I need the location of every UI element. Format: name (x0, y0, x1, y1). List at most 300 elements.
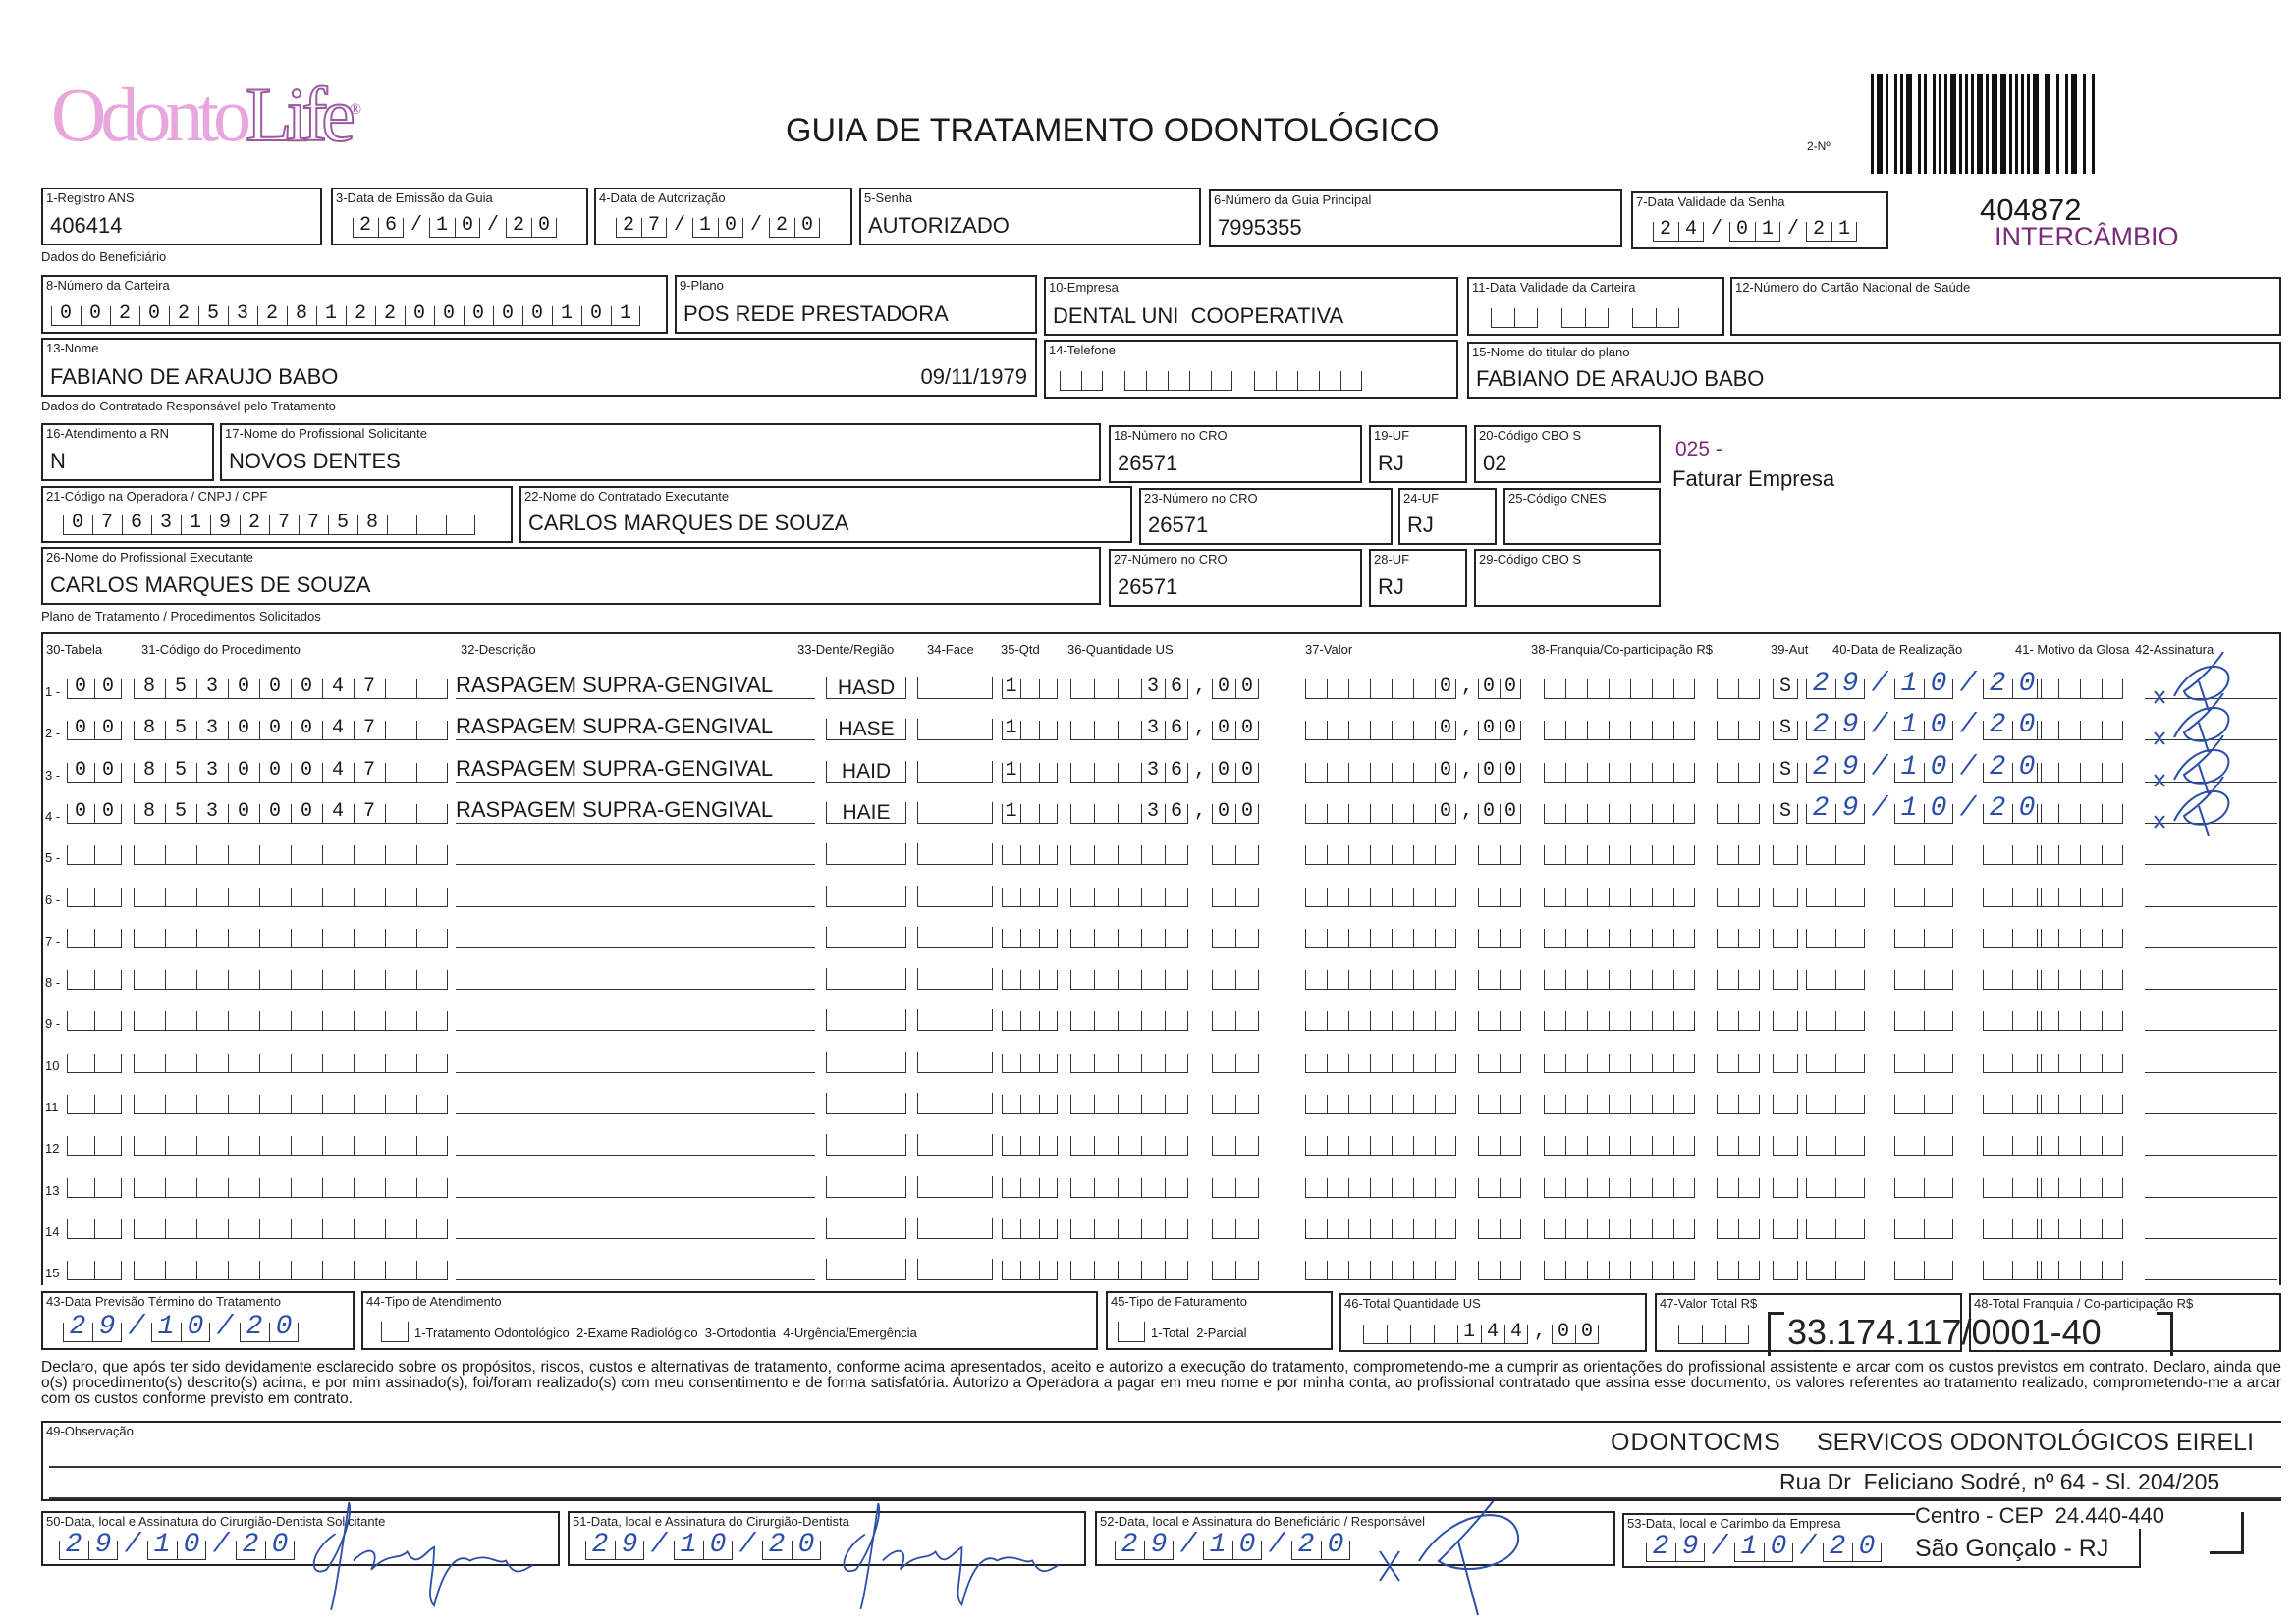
descricao-field[interactable] (456, 1129, 815, 1156)
dente-field[interactable]: HASD (826, 677, 906, 699)
codigo-boxes[interactable] (134, 757, 448, 783)
char-cell (1678, 1325, 1702, 1344)
descricao-field[interactable] (456, 963, 815, 990)
separator (1953, 1095, 1983, 1114)
valor-boxes-value: 0,00 (1440, 717, 1527, 740)
char-cell (1327, 763, 1348, 783)
char-cell (94, 1054, 122, 1073)
char-cell (1835, 845, 1865, 865)
value: POS REDE PRESTADORA (683, 301, 949, 326)
qtd-boxes[interactable] (1002, 1005, 1058, 1031)
qtd-us-boxes[interactable] (1070, 757, 1266, 783)
char-cell (1806, 1095, 1835, 1114)
tabela-boxes[interactable] (67, 715, 131, 740)
descricao-field[interactable]: RASPAGEM SUPRA-GENGIVAL (456, 714, 815, 740)
glosa-boxes[interactable] (2037, 839, 2123, 865)
aut-box[interactable] (1773, 839, 1798, 865)
char-cell (1587, 1136, 1609, 1156)
char-cell (94, 929, 122, 948)
qtd-boxes[interactable] (1002, 798, 1058, 824)
char-cell (354, 1011, 385, 1031)
dente-field[interactable] (826, 1259, 906, 1280)
glosa-boxes[interactable] (2037, 1089, 2123, 1114)
franquia-boxes[interactable] (1544, 964, 1760, 990)
assinatura-field[interactable] (2145, 1004, 2277, 1031)
face-field[interactable] (917, 1218, 993, 1239)
tabela-boxes[interactable] (67, 757, 131, 783)
descricao-field[interactable] (456, 1047, 815, 1073)
valor-boxes[interactable] (1305, 1255, 1521, 1280)
char-cell (1435, 1095, 1456, 1114)
aut-box[interactable] (1773, 674, 1806, 699)
char-cell (1094, 845, 1118, 865)
codigo-boxes[interactable] (134, 839, 448, 865)
codigo-boxes[interactable] (134, 715, 448, 740)
face-field[interactable] (917, 1134, 993, 1156)
assinatura-field[interactable] (2145, 1254, 2277, 1280)
char-cell (1165, 1095, 1188, 1114)
tipo-atendimento-checkbox[interactable] (381, 1322, 409, 1342)
face-field[interactable] (917, 802, 993, 824)
char-cell (1413, 1178, 1435, 1198)
valor-boxes[interactable] (1305, 1172, 1521, 1198)
char-cell (1609, 721, 1630, 740)
char-cell (1835, 1136, 1865, 1156)
char-cell (1609, 763, 1630, 783)
dente-field[interactable] (826, 927, 906, 948)
valor-boxes[interactable] (1305, 882, 1521, 907)
date-handwritten (585, 1530, 828, 1560)
birth-date: 09/11/1979 (920, 364, 1027, 389)
descricao-field[interactable] (456, 881, 815, 907)
glosa-boxes[interactable] (2037, 715, 2123, 740)
franquia-boxes[interactable] (1544, 1255, 1760, 1280)
assinatura-field[interactable] (2145, 881, 2277, 907)
char-cell (1717, 970, 1738, 990)
codigo-boxes[interactable] (134, 1048, 448, 1073)
qtd-boxes[interactable] (1002, 1048, 1058, 1073)
char-cell (1235, 1095, 1259, 1114)
char-cell (1587, 845, 1609, 865)
qtd-us-boxes[interactable] (1070, 1130, 1259, 1156)
face-field[interactable] (917, 843, 993, 865)
glosa-boxes[interactable] (2037, 1172, 2123, 1198)
char-cell (1738, 970, 1760, 990)
valor-boxes[interactable] (1305, 923, 1521, 948)
qtd-us-boxes[interactable] (1070, 1172, 1259, 1198)
qtd-us-boxes[interactable] (1070, 839, 1259, 865)
char-cell (1305, 763, 1327, 783)
assinatura-field[interactable] (2145, 1213, 2277, 1239)
char-cell (1327, 888, 1348, 907)
descricao-field[interactable]: RASPAGEM SUPRA-GENGIVAL (456, 673, 815, 699)
face-field[interactable] (917, 1176, 993, 1198)
data-realizacao-boxes[interactable] (1806, 882, 2042, 907)
aut-box[interactable] (1773, 923, 1798, 948)
qtd-us-boxes[interactable] (1070, 1089, 1259, 1114)
char-cell (1478, 1219, 1500, 1239)
qtd-boxes[interactable] (1002, 882, 1058, 907)
tabela-boxes[interactable] (67, 923, 122, 948)
char-cell (1094, 763, 1118, 783)
face-field[interactable] (917, 927, 993, 948)
valor-boxes[interactable] (1305, 798, 1527, 824)
procedure-row (43, 664, 2281, 705)
qtd-boxes[interactable] (1002, 1130, 1058, 1156)
char-cell (1773, 1054, 1798, 1073)
descricao-field[interactable] (456, 1088, 815, 1114)
char-cell (416, 1095, 448, 1114)
valor-boxes[interactable] (1305, 1048, 1521, 1073)
descricao-field[interactable] (456, 839, 815, 865)
valor-boxes[interactable] (1305, 964, 1521, 990)
franquia-boxes[interactable] (1544, 1048, 1760, 1073)
qtd-us-boxes[interactable] (1070, 882, 1259, 907)
char-cell (1327, 929, 1348, 948)
qtd-us-boxes[interactable] (1070, 1048, 1259, 1073)
franquia-boxes[interactable] (1544, 839, 1760, 865)
dente-field[interactable]: HAIE (826, 802, 906, 824)
aut-box[interactable] (1773, 1048, 1798, 1073)
char-cell (1392, 763, 1413, 783)
glosa-boxes[interactable] (2037, 674, 2123, 699)
char-cell (1276, 371, 1297, 391)
tabela-boxes[interactable] (67, 1130, 122, 1156)
char-cell (1305, 970, 1327, 990)
qtd-us-boxes[interactable] (1070, 964, 1259, 990)
char-cell (416, 1261, 448, 1280)
tabela-boxes[interactable] (67, 674, 131, 699)
qtd-us-boxes[interactable] (1070, 798, 1266, 824)
assinatura-field[interactable] (2145, 1088, 2277, 1114)
face-field[interactable] (917, 719, 993, 740)
dente-field[interactable] (826, 1009, 906, 1031)
valor-boxes[interactable] (1305, 839, 1521, 865)
codigo-boxes[interactable] (134, 1214, 448, 1239)
separator (1865, 1261, 1894, 1280)
data-realizacao-boxes[interactable] (1806, 839, 2042, 865)
value: 26571 (1148, 513, 1209, 537)
qtd-boxes[interactable] (1002, 715, 1058, 740)
glosa-boxes[interactable] (2037, 798, 2123, 824)
value: 406414 (50, 213, 123, 238)
col-descricao: 32-Descrição (461, 642, 536, 657)
char-cell (1235, 888, 1259, 907)
qtd-boxes[interactable] (1002, 923, 1058, 948)
char-cell (1002, 1178, 1020, 1198)
col-codigo: 31-Código do Procedimento (141, 642, 301, 657)
face-field[interactable] (917, 968, 993, 990)
char-cell (291, 1178, 322, 1198)
tabela-boxes[interactable] (67, 1089, 122, 1114)
data-realizacao-boxes[interactable] (1806, 1255, 2042, 1280)
dente-field[interactable] (826, 843, 906, 865)
face-field[interactable] (917, 677, 993, 699)
codigo-boxes[interactable] (134, 1089, 448, 1114)
char-cell (1924, 1011, 1953, 1031)
qtd-boxes[interactable] (1002, 1214, 1058, 1239)
char-cell (1305, 929, 1327, 948)
valor-boxes[interactable] (1305, 1130, 1521, 1156)
data-realizacao-boxes[interactable] (1806, 1005, 2042, 1031)
field-telefone (1044, 340, 1458, 399)
char-cell (1609, 929, 1630, 948)
char-cell (1118, 1261, 1141, 1280)
glosa-boxes[interactable] (2037, 964, 2123, 990)
char-cell (1478, 1095, 1500, 1114)
face-field[interactable] (917, 1093, 993, 1114)
dente-field[interactable] (826, 886, 906, 907)
char-cell (1141, 845, 1165, 865)
valor-boxes[interactable] (1305, 1214, 1521, 1239)
tabela-boxes[interactable] (67, 1048, 122, 1073)
aut-box-value: S (1779, 758, 1806, 782)
char-cell (1039, 929, 1058, 948)
char-cell (1609, 1261, 1630, 1280)
dente-field[interactable]: HASE (826, 719, 906, 740)
char-cell (1673, 845, 1695, 865)
char-cell (1544, 845, 1565, 865)
char-cell (94, 1219, 122, 1239)
char-cell (1630, 1219, 1652, 1239)
char-cell (1165, 1136, 1188, 1156)
aut-box-value: S (1779, 676, 1806, 698)
row-number: 2 - (45, 726, 61, 741)
tabela-boxes[interactable] (67, 1005, 122, 1031)
glosa-boxes[interactable] (2037, 1255, 2123, 1280)
char-cell (1565, 970, 1587, 990)
franquia-boxes[interactable] (1544, 1214, 1760, 1239)
aut-box[interactable] (1773, 1005, 1798, 1031)
char-cell (1020, 1219, 1039, 1239)
char-cell (1413, 1054, 1435, 1073)
dente-field[interactable] (826, 1176, 906, 1198)
assinatura-field[interactable] (2145, 839, 2277, 865)
separator (1456, 1261, 1478, 1280)
tabela-boxes[interactable] (67, 882, 122, 907)
aut-box[interactable] (1773, 757, 1806, 783)
col-tabela: 30-Tabela (46, 642, 103, 657)
face-field[interactable] (917, 1052, 993, 1073)
char-cell (2080, 1054, 2102, 1073)
tabela-boxes[interactable] (67, 1172, 122, 1198)
data-realizacao-boxes[interactable] (1806, 1089, 2042, 1114)
dente-field[interactable]: HAID (826, 761, 906, 783)
valor-boxes[interactable] (1305, 1089, 1521, 1114)
aut-box[interactable] (1773, 1130, 1798, 1156)
valor-boxes[interactable] (1305, 1005, 1521, 1031)
char-cell (2037, 679, 2058, 699)
valor-boxes[interactable] (1305, 757, 1527, 783)
franquia-boxes[interactable] (1544, 674, 1760, 699)
data-realizacao-boxes[interactable] (1806, 669, 2049, 699)
dente-field[interactable] (826, 1093, 906, 1114)
tabela-boxes[interactable] (67, 839, 122, 865)
char-cell (67, 1178, 94, 1198)
tabela-boxes[interactable] (67, 798, 131, 824)
field-validade-carteira (1467, 277, 1724, 336)
descricao-field[interactable] (456, 1171, 815, 1198)
assinatura-field[interactable] (2145, 1047, 2277, 1073)
valor-boxes[interactable] (1305, 715, 1527, 740)
assinatura-field[interactable] (2145, 1171, 2277, 1198)
codigo-boxes (63, 510, 475, 535)
codigo-boxes[interactable] (134, 923, 448, 948)
char-cell (1020, 929, 1039, 948)
codigo-boxes[interactable] (134, 964, 448, 990)
aut-box[interactable] (1773, 1255, 1798, 1280)
valor-boxes[interactable] (1305, 674, 1527, 699)
glosa-boxes[interactable] (2037, 923, 2123, 948)
char-cell (67, 1219, 94, 1239)
char-cell (165, 1054, 196, 1073)
char-cell (416, 1136, 448, 1156)
qtd-boxes[interactable] (1002, 757, 1058, 783)
char-cell (416, 845, 448, 865)
glosa-boxes[interactable] (2037, 882, 2123, 907)
char-cell (1894, 1095, 1924, 1114)
data-realizacao-boxes[interactable] (1806, 923, 2042, 948)
glosa-boxes[interactable] (2037, 1130, 2123, 1156)
codigo-boxes[interactable] (134, 1005, 448, 1031)
codigo-boxes[interactable] (134, 1172, 448, 1198)
char-cell (1565, 1261, 1587, 1280)
franquia-boxes[interactable] (1544, 1130, 1760, 1156)
qtd-boxes[interactable] (1002, 1089, 1058, 1114)
separator (1953, 970, 1983, 990)
face-field[interactable] (917, 1009, 993, 1031)
descricao-field[interactable] (456, 1213, 815, 1239)
aut-box[interactable] (1773, 1089, 1798, 1114)
qtd-us-boxes[interactable] (1070, 715, 1266, 740)
tabela-boxes[interactable] (67, 964, 122, 990)
dente-field[interactable] (826, 968, 906, 990)
franquia-boxes[interactable] (1544, 1089, 1760, 1114)
assinatura-field[interactable] (2145, 922, 2277, 948)
data-realizacao-boxes[interactable] (1806, 964, 2042, 990)
codigo-boxes[interactable] (134, 882, 448, 907)
face-field[interactable] (917, 761, 993, 783)
char-cell (291, 1136, 322, 1156)
codigo-boxes[interactable] (134, 798, 448, 824)
qtd-us-boxes[interactable] (1070, 1255, 1259, 1280)
franquia-boxes[interactable] (1544, 1005, 1760, 1031)
dente-field[interactable] (826, 1052, 906, 1073)
separator (1188, 1219, 1212, 1239)
data-realizacao-boxes[interactable] (1806, 751, 2049, 783)
char-cell (385, 1136, 416, 1156)
qtd-boxes[interactable] (1002, 964, 1058, 990)
qtd-us-boxes[interactable] (1070, 923, 1259, 948)
descricao-field[interactable]: RASPAGEM SUPRA-GENGIVAL (456, 756, 815, 783)
glosa-boxes[interactable] (2037, 757, 2123, 783)
codigo-boxes[interactable] (134, 1255, 448, 1280)
label: 51-Data, local e Assinatura do Cirurgião-Dentista (573, 1514, 849, 1529)
data-realizacao-boxes[interactable] (1806, 1172, 2042, 1198)
descricao-field[interactable] (456, 1004, 815, 1031)
tabela-boxes[interactable] (67, 1255, 122, 1280)
dente-field[interactable] (826, 1218, 906, 1239)
franquia-boxes[interactable] (1544, 882, 1760, 907)
assinatura-field[interactable] (2145, 963, 2277, 990)
char-cell (1738, 679, 1760, 699)
char-cell (259, 1178, 291, 1198)
char-cell (1235, 1219, 1259, 1239)
char-cell (1544, 1261, 1565, 1280)
dente-field[interactable] (826, 1134, 906, 1156)
glosa-boxes[interactable] (2037, 1048, 2123, 1073)
aut-box[interactable] (1773, 1172, 1798, 1198)
descricao-field[interactable]: RASPAGEM SUPRA-GENGIVAL (456, 797, 815, 824)
data-realizacao-boxes[interactable] (1806, 1048, 2042, 1073)
char-cell (1235, 1178, 1259, 1198)
franquia-boxes[interactable] (1544, 798, 1760, 824)
char-cell (291, 1011, 322, 1031)
char-cell (1587, 1178, 1609, 1198)
franquia-boxes[interactable] (1544, 715, 1760, 740)
char-cell (1387, 1325, 1410, 1344)
qtd-us-boxes[interactable] (1070, 674, 1266, 699)
codigo-boxes[interactable] (134, 1130, 448, 1156)
glosa-boxes[interactable] (2037, 1005, 2123, 1031)
assinatura-field[interactable] (2145, 1129, 2277, 1156)
aut-box[interactable] (1773, 882, 1798, 907)
qtd-boxes[interactable] (1002, 1255, 1058, 1280)
char-cell (1609, 1178, 1630, 1198)
char-cell (1165, 888, 1188, 907)
label: 52-Data, local e Assinatura do Beneficiário / Responsável (1100, 1514, 1425, 1529)
aut-box[interactable] (1773, 715, 1806, 740)
char-cell (1806, 1178, 1835, 1198)
char-cell (1002, 1261, 1020, 1280)
face-field[interactable] (917, 886, 993, 907)
char-cell (1565, 1178, 1587, 1198)
char-cell (2080, 1011, 2102, 1031)
qtd-boxes[interactable] (1002, 1172, 1058, 1198)
tipo-faturamento-checkbox[interactable] (1118, 1322, 1145, 1342)
char-cell (1738, 804, 1760, 824)
descricao-field[interactable] (456, 1254, 815, 1280)
aut-box[interactable] (1773, 798, 1806, 824)
char-cell (322, 1219, 354, 1239)
data-realizacao-boxes[interactable] (1806, 1214, 2042, 1239)
aut-box[interactable] (1773, 1214, 1798, 1239)
char-cell (1348, 763, 1370, 783)
char-cell (2102, 1178, 2123, 1198)
qtd-us-boxes[interactable] (1070, 1214, 1259, 1239)
data-realizacao-boxes[interactable] (1806, 710, 2049, 741)
franquia-boxes[interactable] (1544, 1172, 1760, 1198)
aut-box[interactable] (1773, 964, 1798, 990)
data-realizacao-boxes[interactable] (1806, 792, 2049, 824)
codigo-boxes[interactable] (134, 674, 448, 699)
franquia-boxes[interactable] (1544, 757, 1760, 783)
row-number: 9 - (45, 1016, 61, 1032)
qtd-us-boxes[interactable] (1070, 1005, 1259, 1031)
tabela-boxes[interactable] (67, 1214, 122, 1239)
franquia-boxes[interactable] (1544, 923, 1760, 948)
face-field[interactable] (917, 1259, 993, 1280)
separator (1695, 804, 1717, 824)
char-cell (1070, 929, 1094, 948)
qtd-boxes[interactable] (1002, 839, 1058, 865)
qtd-boxes[interactable] (1002, 674, 1058, 699)
separator (1865, 1095, 1894, 1114)
data-realizacao-boxes[interactable] (1806, 1130, 2042, 1156)
descricao-field[interactable] (456, 922, 815, 948)
glosa-boxes[interactable] (2037, 1214, 2123, 1239)
char-cell (1370, 1261, 1392, 1280)
